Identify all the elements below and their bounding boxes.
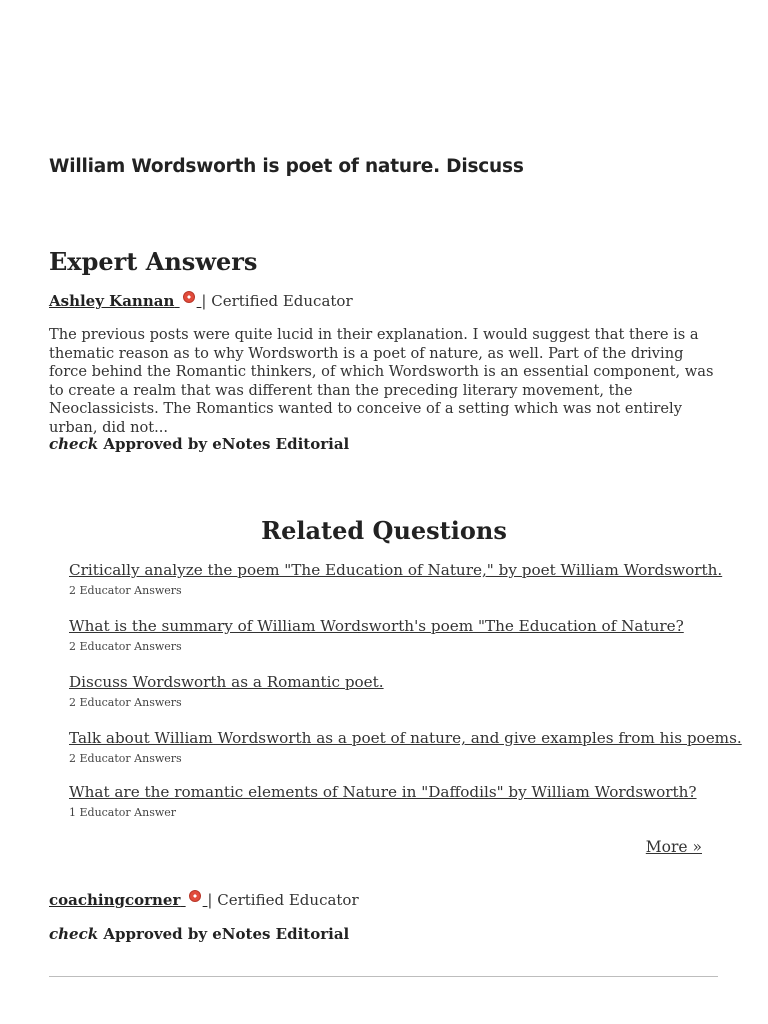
related-answer-count: 2 Educator Answers bbox=[69, 752, 182, 765]
author-role: Certified Educator bbox=[211, 292, 353, 310]
more-related-link[interactable]: More » bbox=[645, 838, 702, 856]
author-link[interactable] bbox=[49, 891, 203, 909]
author-separator: | bbox=[207, 891, 213, 909]
related-question-item bbox=[69, 616, 729, 654]
educator-badge-icon bbox=[183, 291, 195, 303]
answer-author-line bbox=[49, 290, 353, 312]
related-question-item bbox=[69, 782, 729, 820]
related-question-item bbox=[69, 728, 742, 766]
related-answer-count: 2 Educator Answers bbox=[69, 640, 182, 653]
author-separator: | bbox=[201, 292, 207, 310]
approval-line bbox=[49, 923, 349, 945]
related-question-link[interactable]: Critically analyze the poem "The Education of Nature," by poet William Wordsworth. bbox=[69, 561, 723, 579]
related-answer-count: 2 Educator Answers bbox=[69, 696, 182, 709]
related-question-link[interactable]: Talk about William Wordsworth as a poet of nature, and give examples from his poems. bbox=[69, 729, 742, 747]
section-divider bbox=[49, 976, 718, 977]
author-role: Certified Educator bbox=[217, 891, 359, 909]
author-link[interactable] bbox=[49, 292, 197, 310]
educator-badge-icon bbox=[189, 890, 201, 902]
answer-author-line bbox=[49, 889, 359, 911]
check-icon: check bbox=[49, 435, 99, 453]
answer-excerpt: The previous posts were quite lucid in their explanation. I would suggest that there is a thematic reason as to why Wordsworth is a poet of nature, as well. Part of the driving force behind the Romantic thinkers, of which Wordsworth is an essential component, was to create a realm that was different than the preceding literary movement, the Neoclassicists. The Romantics wanted to conceive of a setting which was not entirely urban, did not... bbox=[49, 326, 714, 436]
related-question-item bbox=[69, 672, 729, 710]
approval-text: Approved by eNotes Editorial bbox=[103, 925, 350, 943]
related-answer-count: 1 Educator Answer bbox=[69, 806, 177, 819]
author-name: coachingcorner bbox=[49, 891, 181, 909]
related-question-link[interactable]: Discuss Wordsworth as a Romantic poet. bbox=[69, 673, 384, 691]
approval-line bbox=[49, 433, 349, 455]
related-answer-count: 2 Educator Answers bbox=[69, 584, 182, 597]
related-question-link[interactable]: What is the summary of William Wordsworth's poem "The Education of Nature? bbox=[69, 617, 684, 635]
approval-text: Approved by eNotes Editorial bbox=[103, 435, 350, 453]
expert-answers-heading: Expert Answers bbox=[49, 247, 258, 276]
author-name: Ashley Kannan bbox=[49, 292, 175, 310]
related-question-item bbox=[69, 560, 729, 598]
check-icon: check bbox=[49, 925, 99, 943]
related-questions-heading: Related Questions bbox=[261, 516, 507, 545]
related-question-link[interactable]: What are the romantic elements of Nature in "Daffodils" by William Wordsworth? bbox=[69, 783, 697, 801]
question-title: William Wordsworth is poet of nature. Discuss bbox=[49, 156, 524, 177]
